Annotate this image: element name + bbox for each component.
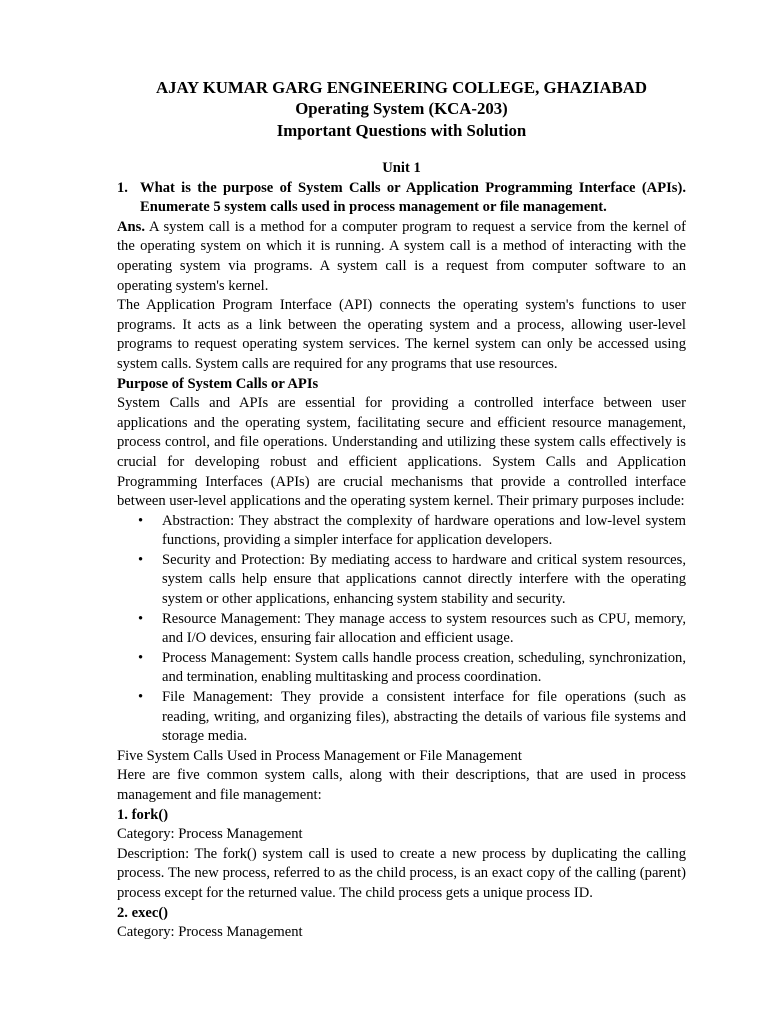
question-number: 1. xyxy=(117,179,128,196)
document-subtitle: Important Questions with Solution xyxy=(276,121,527,140)
subject-title: Operating System (KCA-203) xyxy=(295,99,508,118)
answer-label: Ans. xyxy=(117,218,145,235)
question-1 xyxy=(117,179,686,218)
list-item: • Resource Management: They manage access to system resources such as CPU, memory, and I/O devices, ensuring fair allocation and efficient usage. xyxy=(162,610,686,649)
five-calls-heading: Five System Calls Used in Process Management or File Management xyxy=(117,747,522,764)
list-item: • Abstraction: They abstract the complexity of hardware operations and low-level system functions, providing a simpler interface for application developers. xyxy=(162,512,686,551)
answer-paragraph-1 xyxy=(117,218,686,296)
purpose-paragraph: System Calls and APIs are essential for providing a controlled interface between user applications and the operating system, facilitating secure and efficient resource management, process control, and file operations. Understanding and utilizing these system calls effectively is crucial for developing robust and efficient applications. System Calls and Application Programming Interfaces (APIs) are crucial mechanisms that provide a controlled interface between user-level applications and the operating system kernel. Their primary purposes include: xyxy=(117,395,686,510)
call-category-fork: Category: Process Management xyxy=(117,826,303,843)
question-text: What is the purpose of System Calls or Application Programming Interface (APIs). Enumerate 5 system calls used in process management or file management. xyxy=(140,179,686,216)
answer-text-1: A system call is a method for a computer program to request a service from the kernel of the operating system on which it is running. A system call is a method of interacting with the operating system via programs. A system call is a request from computer software to an operating system's kernel. xyxy=(117,218,686,294)
college-name: AJAY KUMAR GARG ENGINEERING COLLEGE, GHAZIABAD xyxy=(155,78,648,97)
purpose-heading: Purpose of System Calls or APIs xyxy=(117,375,319,392)
call-category-exec: Category: Process Management xyxy=(117,924,303,941)
call-title-exec: 2. exec() xyxy=(117,904,169,921)
answer-paragraph-2: The Application Program Interface (API) connects the operating system's functions to user programs. It acts as a link between the operating system and a process, allowing user-level programs to request operating system services. The kernel system can only be accessed using system calls. System calls are required for any programs that use resources. xyxy=(117,297,686,372)
five-calls-intro: Here are five common system calls, along with their descriptions, that are used in process management and file management: xyxy=(117,767,686,803)
call-title-fork: 1. fork() xyxy=(117,806,169,823)
list-item: • Security and Protection: By mediating access to hardware and critical system resources, system calls help ensure that applications cannot directly interfere with the operating system or other applications, enhancing system stability and security. xyxy=(162,551,686,610)
call-description-fork: Description: The fork() system call is used to create a new process by duplicating the calling process. The new process, referred to as the child process, is an exact copy of the calling (parent) process except for the returned value. The child process gets a unique process ID. xyxy=(117,845,686,901)
purpose-list xyxy=(117,512,686,747)
unit-heading: Unit 1 xyxy=(382,160,421,176)
list-item: • Process Management: System calls handle process creation, scheduling, synchronization, and termination, enabling multitasking and process coordination. xyxy=(162,649,686,688)
list-item: • File Management: They provide a consistent interface for file operations (such as reading, writing, and organizing files), abstracting the details of various file systems and storage media. xyxy=(162,688,686,747)
